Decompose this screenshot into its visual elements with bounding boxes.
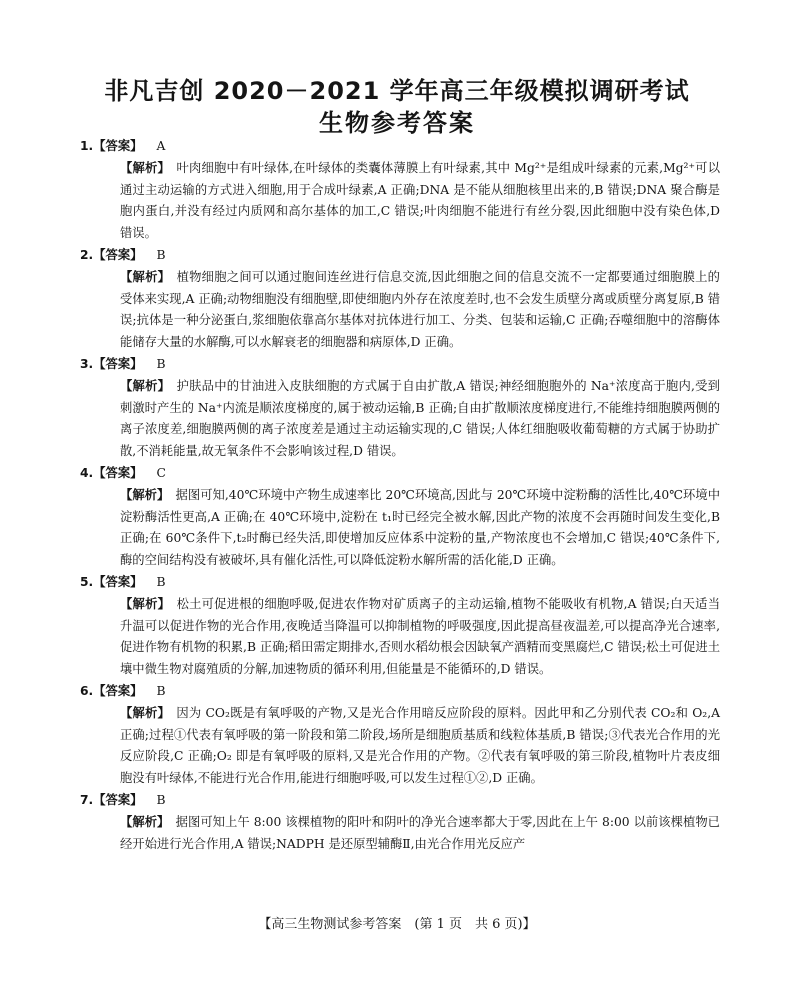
analysis-paragraph bbox=[80, 267, 720, 354]
question-number: 2. bbox=[80, 247, 94, 262]
answer-line bbox=[80, 463, 720, 485]
answer-line bbox=[80, 790, 720, 812]
answer-label: 【答案】 bbox=[93, 574, 143, 589]
question-item bbox=[80, 136, 720, 245]
question-number: 4. bbox=[80, 465, 94, 480]
analysis-text: 叶肉细胞中有叶绿体,在叶绿体的类囊体薄膜上有叶绿素,其中 Mg²⁺是组成叶绿素的元素,Mg²⁺可以通过主动运输的方式进入细胞,用于合成叶绿素,A 正确;DNA 是不能从细胞核里出来的,B 错误;DNA 聚合酶是胞内蛋白,并没有经过内质网和高尔基体的加工,C 错误;叶肉细胞不能进行有丝分裂,因此细胞中没有染色体,D 错误。 bbox=[120, 160, 720, 241]
analysis-paragraph bbox=[80, 812, 720, 856]
question-item bbox=[80, 790, 720, 855]
analysis-label: 【解析】 bbox=[120, 814, 164, 829]
analysis-text: 护肤品中的甘油进入皮肤细胞的方式属于自由扩散,A 错误;神经细胞胞外的 Na⁺浓度高于胞内,受到刺激时产生的 Na⁺内流是顺浓度梯度的,属于被动运输,B 正确;自由扩散顺浓度梯度进行,不能维持细胞膜两侧的离子浓度差,细胞膜两侧的离子浓度差是通过主动运输实现的,C 错误;人体红细胞吸收葡萄糖的方式属于协助扩散,不消耗能量,故无氧条件不会影响该过程,D 错误。 bbox=[120, 378, 720, 459]
answer-line bbox=[80, 681, 720, 703]
answer-label: 【答案】 bbox=[93, 247, 143, 262]
question-item bbox=[80, 354, 720, 463]
analysis-text: 据图可知上午 8:00 该棵植物的阳叶和阴叶的净光合速率都大于零,因此在上午 8:00 以前该棵植物已经开始进行光合作用,A 错误;NADPH 是还原型辅酶Ⅱ,由光合作用光反应产 bbox=[120, 814, 720, 851]
question-number: 1. bbox=[80, 139, 94, 153]
analysis-text: 据图可知,40℃环境中产物生成速率比 20℃环境高,因此与 20℃环境中淀粉酶的活性比,40℃环境中淀粉酶活性更高,A 正确;在 40℃环境中,淀粉在 t₁时已经完全被水解,因此产物的浓度不会再随时间发生变化,B 正确;在 60℃条件下,t₂时酶已经失活,即使增加反应体系中淀粉的量,产物浓度也不会增加,C 错误;40℃条件下,酶的空间结构没有被破坏,具有催化活性,可以降低淀粉水解所需的活化能,D 正确。 bbox=[120, 487, 720, 568]
page-footer: 【高三生物测试参考答案 (第 1 页 共 6 页)】 bbox=[258, 917, 536, 932]
answer-list bbox=[80, 136, 720, 855]
answer-line bbox=[80, 245, 720, 267]
answer-value: A bbox=[156, 139, 166, 153]
answer-label: 【答案】 bbox=[93, 792, 143, 807]
analysis-label: 【解析】 bbox=[120, 596, 165, 611]
analysis-label: 【解析】 bbox=[120, 705, 164, 720]
analysis-label: 【解析】 bbox=[120, 160, 164, 175]
answer-value: B bbox=[156, 683, 166, 698]
analysis-label: 【解析】 bbox=[120, 378, 165, 393]
answer-label: 【答案】 bbox=[93, 683, 143, 698]
analysis-label: 【解析】 bbox=[120, 487, 164, 502]
exam-title: 非凡吉创 2020－2021 学年高三年级模拟调研考试 bbox=[104, 77, 690, 105]
question-number: 3. bbox=[80, 356, 94, 371]
analysis-text: 植物细胞之间可以通过胞间连丝进行信息交流,因此细胞之间的信息交流不一定都要通过细胞膜上的受体来实现,A 正确;动物细胞没有细胞壁,即使细胞内外存在浓度差时,也不会发生质壁分离或质壁分离复原,B 错误;抗体是一种分泌蛋白,浆细胞依靠高尔基体对抗体进行加工、分类、包装和运输,C 正确;吞噬细胞中的溶酶体能储存大量的水解酶,可以水解衰老的细胞器和病原体,D 正确。 bbox=[120, 269, 720, 350]
question-item bbox=[80, 681, 720, 790]
question-number: 7. bbox=[80, 792, 94, 807]
answer-value: B bbox=[156, 247, 166, 262]
answer-label: 【答案】 bbox=[93, 139, 143, 153]
question-number: 5. bbox=[80, 574, 94, 589]
document-subtitle: 生物参考答案 bbox=[319, 109, 475, 137]
answer-value: B bbox=[156, 356, 166, 371]
question-item bbox=[80, 245, 720, 354]
answer-line bbox=[80, 136, 720, 158]
question-number: 6. bbox=[80, 683, 94, 698]
analysis-paragraph bbox=[80, 703, 720, 790]
analysis-paragraph bbox=[80, 376, 720, 463]
question-item bbox=[80, 463, 720, 572]
answer-line bbox=[80, 572, 720, 594]
answer-value: B bbox=[156, 792, 166, 807]
answer-label: 【答案】 bbox=[93, 356, 143, 371]
analysis-paragraph bbox=[80, 158, 720, 245]
answer-label: 【答案】 bbox=[93, 465, 143, 480]
answer-value: C bbox=[156, 465, 166, 480]
analysis-text: 因为 CO₂既是有氧呼吸的产物,又是光合作用暗反应阶段的原料。因此甲和乙分别代表 CO₂和 O₂,A 正确;过程①代表有氧呼吸的第一阶段和第二阶段,场所是细胞质基质和线粒体基质,B 错误;③代表光合作用的光反应阶段,C 正确;O₂ 即是有氧呼吸的原料,又是光合作用的产物。②代表有氧呼吸的第三阶段,植物叶片表皮细胞没有叶绿体,不能进行光合作用,能进行细胞呼吸,可以发生过程①②,D 正确。 bbox=[120, 705, 720, 786]
answer-value: B bbox=[156, 574, 166, 589]
analysis-paragraph bbox=[80, 594, 720, 681]
answer-line bbox=[80, 354, 720, 376]
analysis-label: 【解析】 bbox=[120, 269, 165, 284]
analysis-paragraph bbox=[80, 485, 720, 572]
analysis-text: 松土可促进根的细胞呼吸,促进农作物对矿质离子的主动运输,植物不能吸收有机物,A 错误;白天适当升温可以促进作物的光合作用,夜晚适当降温可以抑制植物的呼吸强度,因此提高昼夜温差,可以提高净光合速率,促进作物有机物的积累,B 正确;稻田需定期排水,否则水稻幼根会因缺氧产酒精而变黑腐烂,C 错误;松土可促进土壤中微生物对腐殖质的分解,加速物质的循环利用,但能量是不能循环的,D 错误。 bbox=[120, 596, 720, 677]
question-item bbox=[80, 572, 720, 681]
